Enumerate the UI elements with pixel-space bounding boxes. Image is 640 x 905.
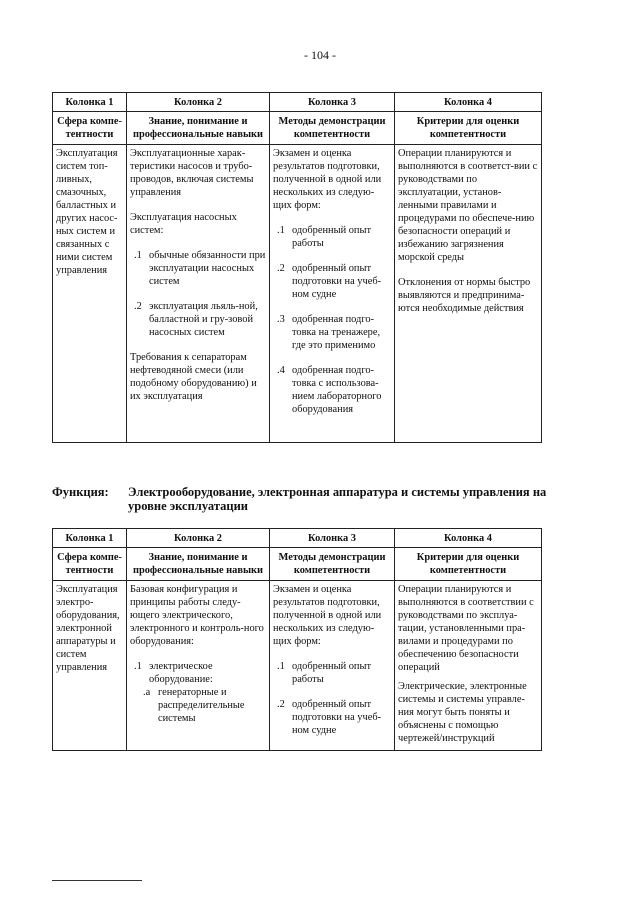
subitem-text: генераторные и распределительные системы <box>158 687 245 724</box>
item-text: электрическое оборудование: <box>149 661 213 685</box>
item-number: .1 <box>277 661 285 672</box>
header-methods: Методы демонстрации компетентности <box>270 548 395 581</box>
header-knowledge: Знание, понимание и профессиональные навыки <box>127 112 270 145</box>
item-number: .2 <box>277 699 285 710</box>
header-row <box>53 548 542 581</box>
item-number: .2 <box>277 263 285 274</box>
list-item <box>273 224 391 250</box>
column-4-label: Колонка 4 <box>395 93 542 112</box>
list-item <box>130 660 266 686</box>
item-text: одобренный опыт работы <box>292 661 372 685</box>
column-1-label: Колонка 1 <box>53 93 127 112</box>
header-criteria: Критерии для оценки компетентности <box>395 548 542 581</box>
header-row <box>53 112 542 145</box>
item-number: .3 <box>277 314 285 325</box>
competence-table-2 <box>52 528 542 751</box>
sphere-cell: Эксплуатация систем топ-ливных, смазочных, балластных и других насос-ных систем и связанных с ними систем управления <box>53 145 127 443</box>
function-text: Электрооборудование, электронная аппаратура и системы управления на уровне эксплуатации <box>128 485 547 513</box>
column-numbers-row <box>53 93 542 112</box>
pumps-title: Эксплуатация насосных систем: <box>130 212 237 236</box>
criteria-paragraph: Операции планируются и выполняются в соответст-вии с руководствами по эксплуатации, установ-ленными правилами и процедурами по обеспече-нию безопасности операций и избежанию загрязнения морской среды <box>398 148 538 263</box>
list-item <box>273 262 391 301</box>
criteria-cell <box>395 145 542 443</box>
table-row <box>53 145 542 443</box>
competence-table-1 <box>52 92 542 443</box>
methods-intro: Экзамен и оценка результатов подготовки, полученной в одной или нескольких из следую-щих форм: <box>273 584 382 647</box>
item-number: .1 <box>134 661 142 672</box>
methods-cell <box>270 145 395 443</box>
column-2-label: Колонка 2 <box>127 529 270 548</box>
function-label: Функция: <box>52 485 109 499</box>
separators-text: Требования к сепараторам нефтеводяной смеси (или подобному оборудованию) и их эксплуатация <box>130 352 257 402</box>
column-2-label: Колонка 2 <box>127 93 270 112</box>
list-item <box>130 249 266 288</box>
list-item <box>273 313 391 352</box>
knowledge-cell <box>127 145 270 443</box>
item-text: одобренная подго-товка с использова-нием лабораторного оборудования <box>292 365 382 415</box>
column-3-label: Колонка 3 <box>270 93 395 112</box>
function-heading <box>52 485 552 513</box>
criteria-paragraph: Электрические, электронные системы и системы управле-ния могут быть поняты и объяснены с помощью чертежей/инструкций <box>398 681 527 744</box>
item-number: .4 <box>277 365 285 376</box>
header-sphere: Сфера компе-тентности <box>53 548 127 581</box>
subitem-letter: .a <box>143 687 151 698</box>
item-number: .2 <box>134 301 142 312</box>
item-text: одобренный опыт подготовки на учеб-ном судне <box>292 263 382 300</box>
item-text: одобренный опыт работы <box>292 225 372 249</box>
criteria-paragraph: Операции планируются и выполняются в соответствии с руководствами по эксплуа-тации, установленными пра-вилами и процедурами по обеспечению безопасности операций <box>398 584 534 673</box>
list-item <box>273 660 391 686</box>
column-1-label: Колонка 1 <box>53 529 127 548</box>
list-subitem <box>130 686 266 725</box>
methods-cell <box>270 581 395 751</box>
knowledge-cell <box>127 581 270 751</box>
sphere-cell: Эксплуатация электро-оборудования, электронной аппаратуры и систем управления <box>53 581 127 751</box>
column-3-label: Колонка 3 <box>270 529 395 548</box>
knowledge-intro: Базовая конфигурация и принципы работы следу-ющего электрического, электронного и контроль-ного оборудования: <box>130 584 264 647</box>
table-row <box>53 581 542 751</box>
item-text: одобренная подго-товка на тренажере, где это применимо <box>292 314 381 351</box>
list-item <box>273 698 391 737</box>
footnote-separator <box>52 880 142 881</box>
list-item <box>273 364 391 416</box>
criteria-cell <box>395 581 542 751</box>
item-text: эксплуатация льяль-ной, балластной и гру-зовой насосных систем <box>149 301 258 338</box>
column-4-label: Колонка 4 <box>395 529 542 548</box>
list-item <box>130 300 266 339</box>
item-text: обычные обязанности при эксплуатации насосных систем <box>149 250 266 287</box>
item-number: .1 <box>134 250 142 261</box>
header-sphere: Сфера компе-тентности <box>53 112 127 145</box>
item-number: .1 <box>277 225 285 236</box>
knowledge-intro: Эксплуатационные харак-теристики насосов и трубо-проводов, включая системы управления <box>130 148 254 198</box>
page-number: - 104 - <box>304 48 336 62</box>
column-numbers-row <box>53 529 542 548</box>
criteria-paragraph: Отклонения от нормы быстро выявляются и предпринима-ются необходимые действия <box>398 277 531 314</box>
item-text: одобренный опыт подготовки на учеб-ном судне <box>292 699 382 736</box>
header-knowledge: Знание, понимание и профессиональные навыки <box>127 548 270 581</box>
header-criteria: Критерии для оценки компетентности <box>395 112 542 145</box>
header-methods: Методы демонстрации компетентности <box>270 112 395 145</box>
methods-intro: Экзамен и оценка результатов подготовки, полученной в одной или нескольких из следую-щих форм: <box>273 148 382 211</box>
